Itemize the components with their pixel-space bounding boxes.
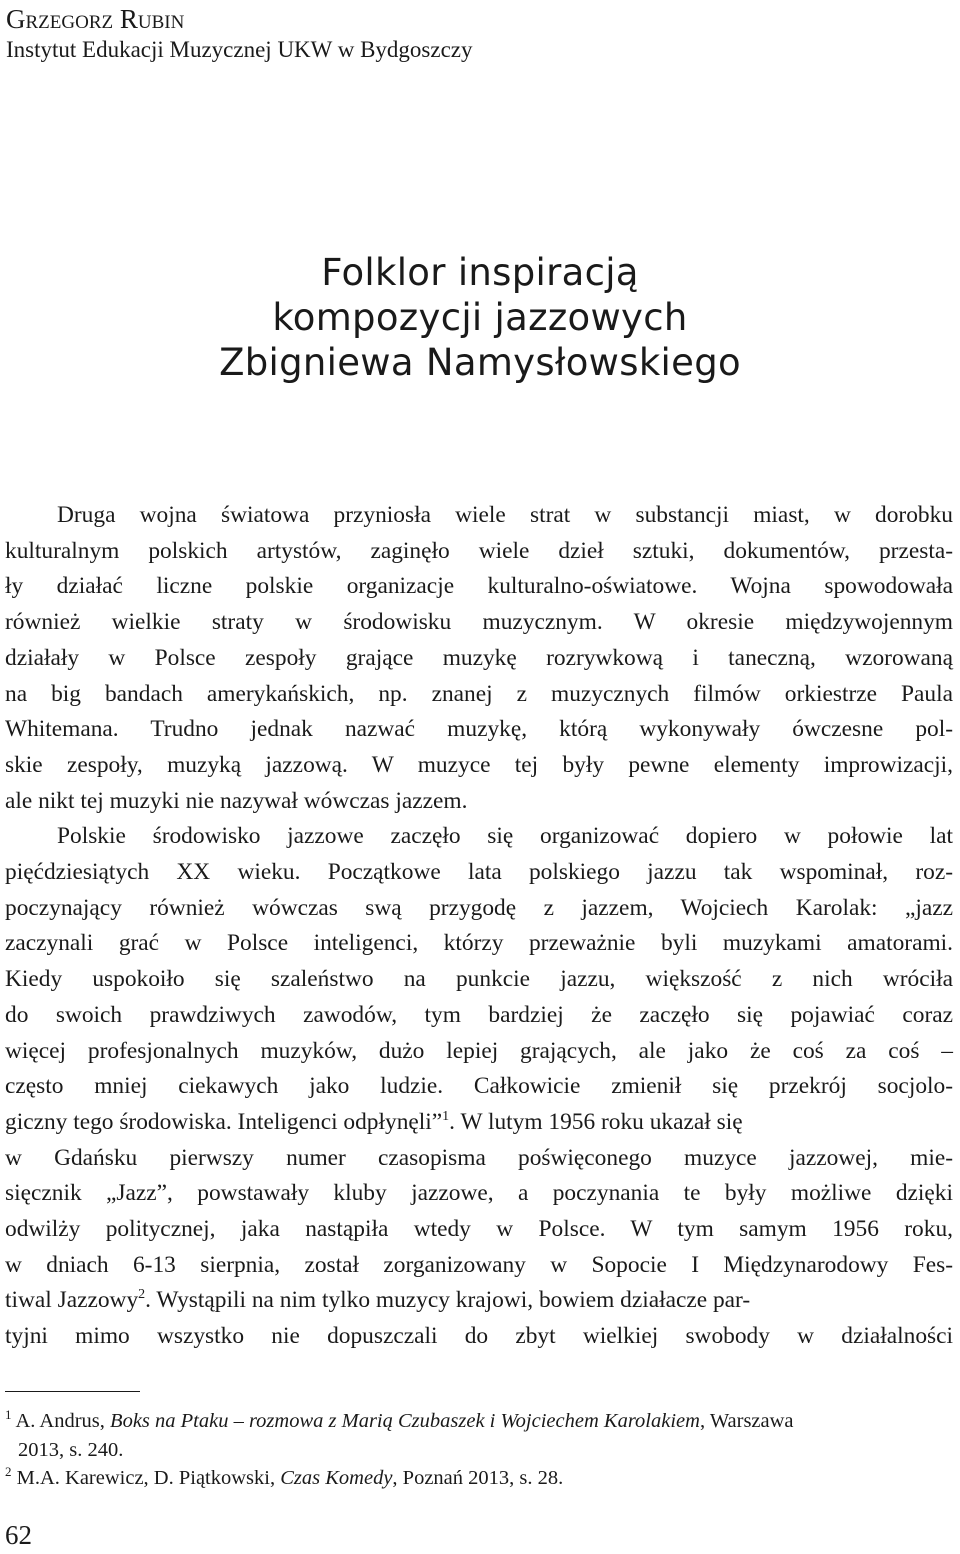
- body-line: do swoich prawdziwych zawodów, tym bardziej że zaczęło się pojawiać coraz: [5, 1001, 953, 1028]
- body-line: zaczynali grać w Polsce inteligenci, którzy przeważnie byli muzykami amatorami.: [5, 930, 953, 957]
- footnote-2: [5, 1464, 953, 1493]
- body-line: tyjni mimo wszystko nie dopuszczali do zbyt wielkiej swobody w działalności: [5, 1323, 953, 1350]
- footnote-text: , Warszawa: [699, 1410, 794, 1432]
- body-line: działały w Polsce zespoły grające muzykę rozrywkową i taneczną, wzorowaną: [5, 644, 953, 671]
- body-line: na big bandach amerykańskich, np. znanej z muzycznych filmów orkiestrze Paula: [5, 680, 953, 707]
- author-affiliation: Instytut Edukacji Muzycznej UKW w Bydgoszczy: [6, 37, 473, 62]
- footnote-number: 2: [5, 1464, 12, 1479]
- author-name: Grzegorz Rubin: [6, 4, 185, 34]
- body-line-part: [5, 1105, 743, 1141]
- body-line: ale nikt tej muzyki nie nazywał wówczas jazzem.: [5, 787, 468, 814]
- body-text: tiwal Jazzowy: [5, 1287, 139, 1314]
- body-line: często mniej ciekawych jako ludzie. Całkowicie zmienił się przekrój socjolo-: [5, 1073, 953, 1100]
- body-line: sięcznik „Jazz”, powstawały kluby jazzowe, a poczynania te były możliwe dzięki: [5, 1180, 953, 1207]
- footnote-cited-title: Czas Komedy: [280, 1467, 393, 1489]
- footnote-ref-2: 2: [138, 1287, 146, 1303]
- footnote-text: A. Andrus,: [15, 1410, 111, 1432]
- footnote-ref-1: 1: [442, 1108, 450, 1124]
- body-line: [5, 1283, 953, 1319]
- article-title: [0, 250, 960, 385]
- footnotes: [5, 1407, 953, 1493]
- footnote-1: [5, 1407, 953, 1436]
- body-line: Whitemana. Trudno jednak nazwać muzykę, którą wykonywały ówczesne pol-: [5, 716, 953, 743]
- page-number: 62: [5, 1520, 32, 1550]
- body-line: więcej profesjonalnych muzyków, dużo lepiej grających, ale jako że coś za coś –: [5, 1037, 953, 1064]
- body-line: Polskie środowisko jazzowe zaczęło się organizować dopiero w połowie lat: [57, 823, 953, 850]
- footnote-number: 1: [5, 1407, 12, 1422]
- footnote-text: M.A. Karewicz, D. Piątkowski,: [16, 1467, 281, 1489]
- article-body: [5, 498, 953, 1355]
- body-line: kulturalnym polskich artystów, zaginęło wiele dzieł sztuki, dokumentów, przesta-: [5, 537, 953, 564]
- body-line: odwilży politycznej, jaka nastąpiła wtedy w Polsce. W tym samym 1956 roku,: [5, 1216, 953, 1243]
- body-line: ły działać liczne polskie organizacje kulturalno-oświatowe. Wojna spowodowała: [5, 573, 953, 600]
- body-line: Druga wojna światowa przyniosła wiele strat w substancji miast, w dorobku: [57, 502, 953, 528]
- body-text: giczny tego środowiska. Inteligenci odpłynęli”: [5, 1108, 443, 1135]
- body-line: skie zespoły, muzyką jazzową. W muzyce tej były pewne elementy improwizacji,: [5, 751, 953, 778]
- footnote-cited-title: Boks na Ptaku – rozmowa z Marią Czubaszek i Wojciechem Karolakiem: [110, 1410, 700, 1432]
- footnote-separator: [5, 1391, 140, 1392]
- body-line: pięćdziesiątych XX wieku. Początkowe lata polskiego jazzu tak wspominał, roz-: [5, 859, 953, 886]
- title-line: Zbigniewa Namysłowskiego: [219, 341, 741, 384]
- body-line: [5, 1105, 953, 1141]
- footnote-text: , Poznań 2013, s. 28.: [392, 1467, 564, 1489]
- footnote-1-continued: 2013, s. 240.: [18, 1438, 124, 1461]
- body-line: poczynający również wówczas swą przygodę z jazzem, Wojciech Karolak: „jazz: [5, 894, 953, 921]
- body-text: . W lutym 1956 roku ukazał się: [449, 1108, 743, 1135]
- body-line: w Gdańsku pierwszy numer czasopisma poświęconego muzyce jazzowej, mie-: [5, 1144, 953, 1171]
- body-line: również wielkie straty w środowisku muzycznym. W okresie międzywojennym: [5, 609, 953, 636]
- title-line: kompozycji jazzowych: [272, 296, 688, 339]
- body-text: . Wystąpili na nim tylko muzycy krajowi, bowiem działacze par-: [145, 1287, 751, 1314]
- title-line: Folklor inspiracją: [321, 251, 639, 294]
- body-line: w dniach 6-13 sierpnia, został zorganizowany w Sopocie I Międzynarodowy Fes-: [5, 1251, 953, 1278]
- body-line: Kiedy uspokoiło się szaleństwo na punkcie jazzu, większość z nich wróciła: [5, 966, 953, 993]
